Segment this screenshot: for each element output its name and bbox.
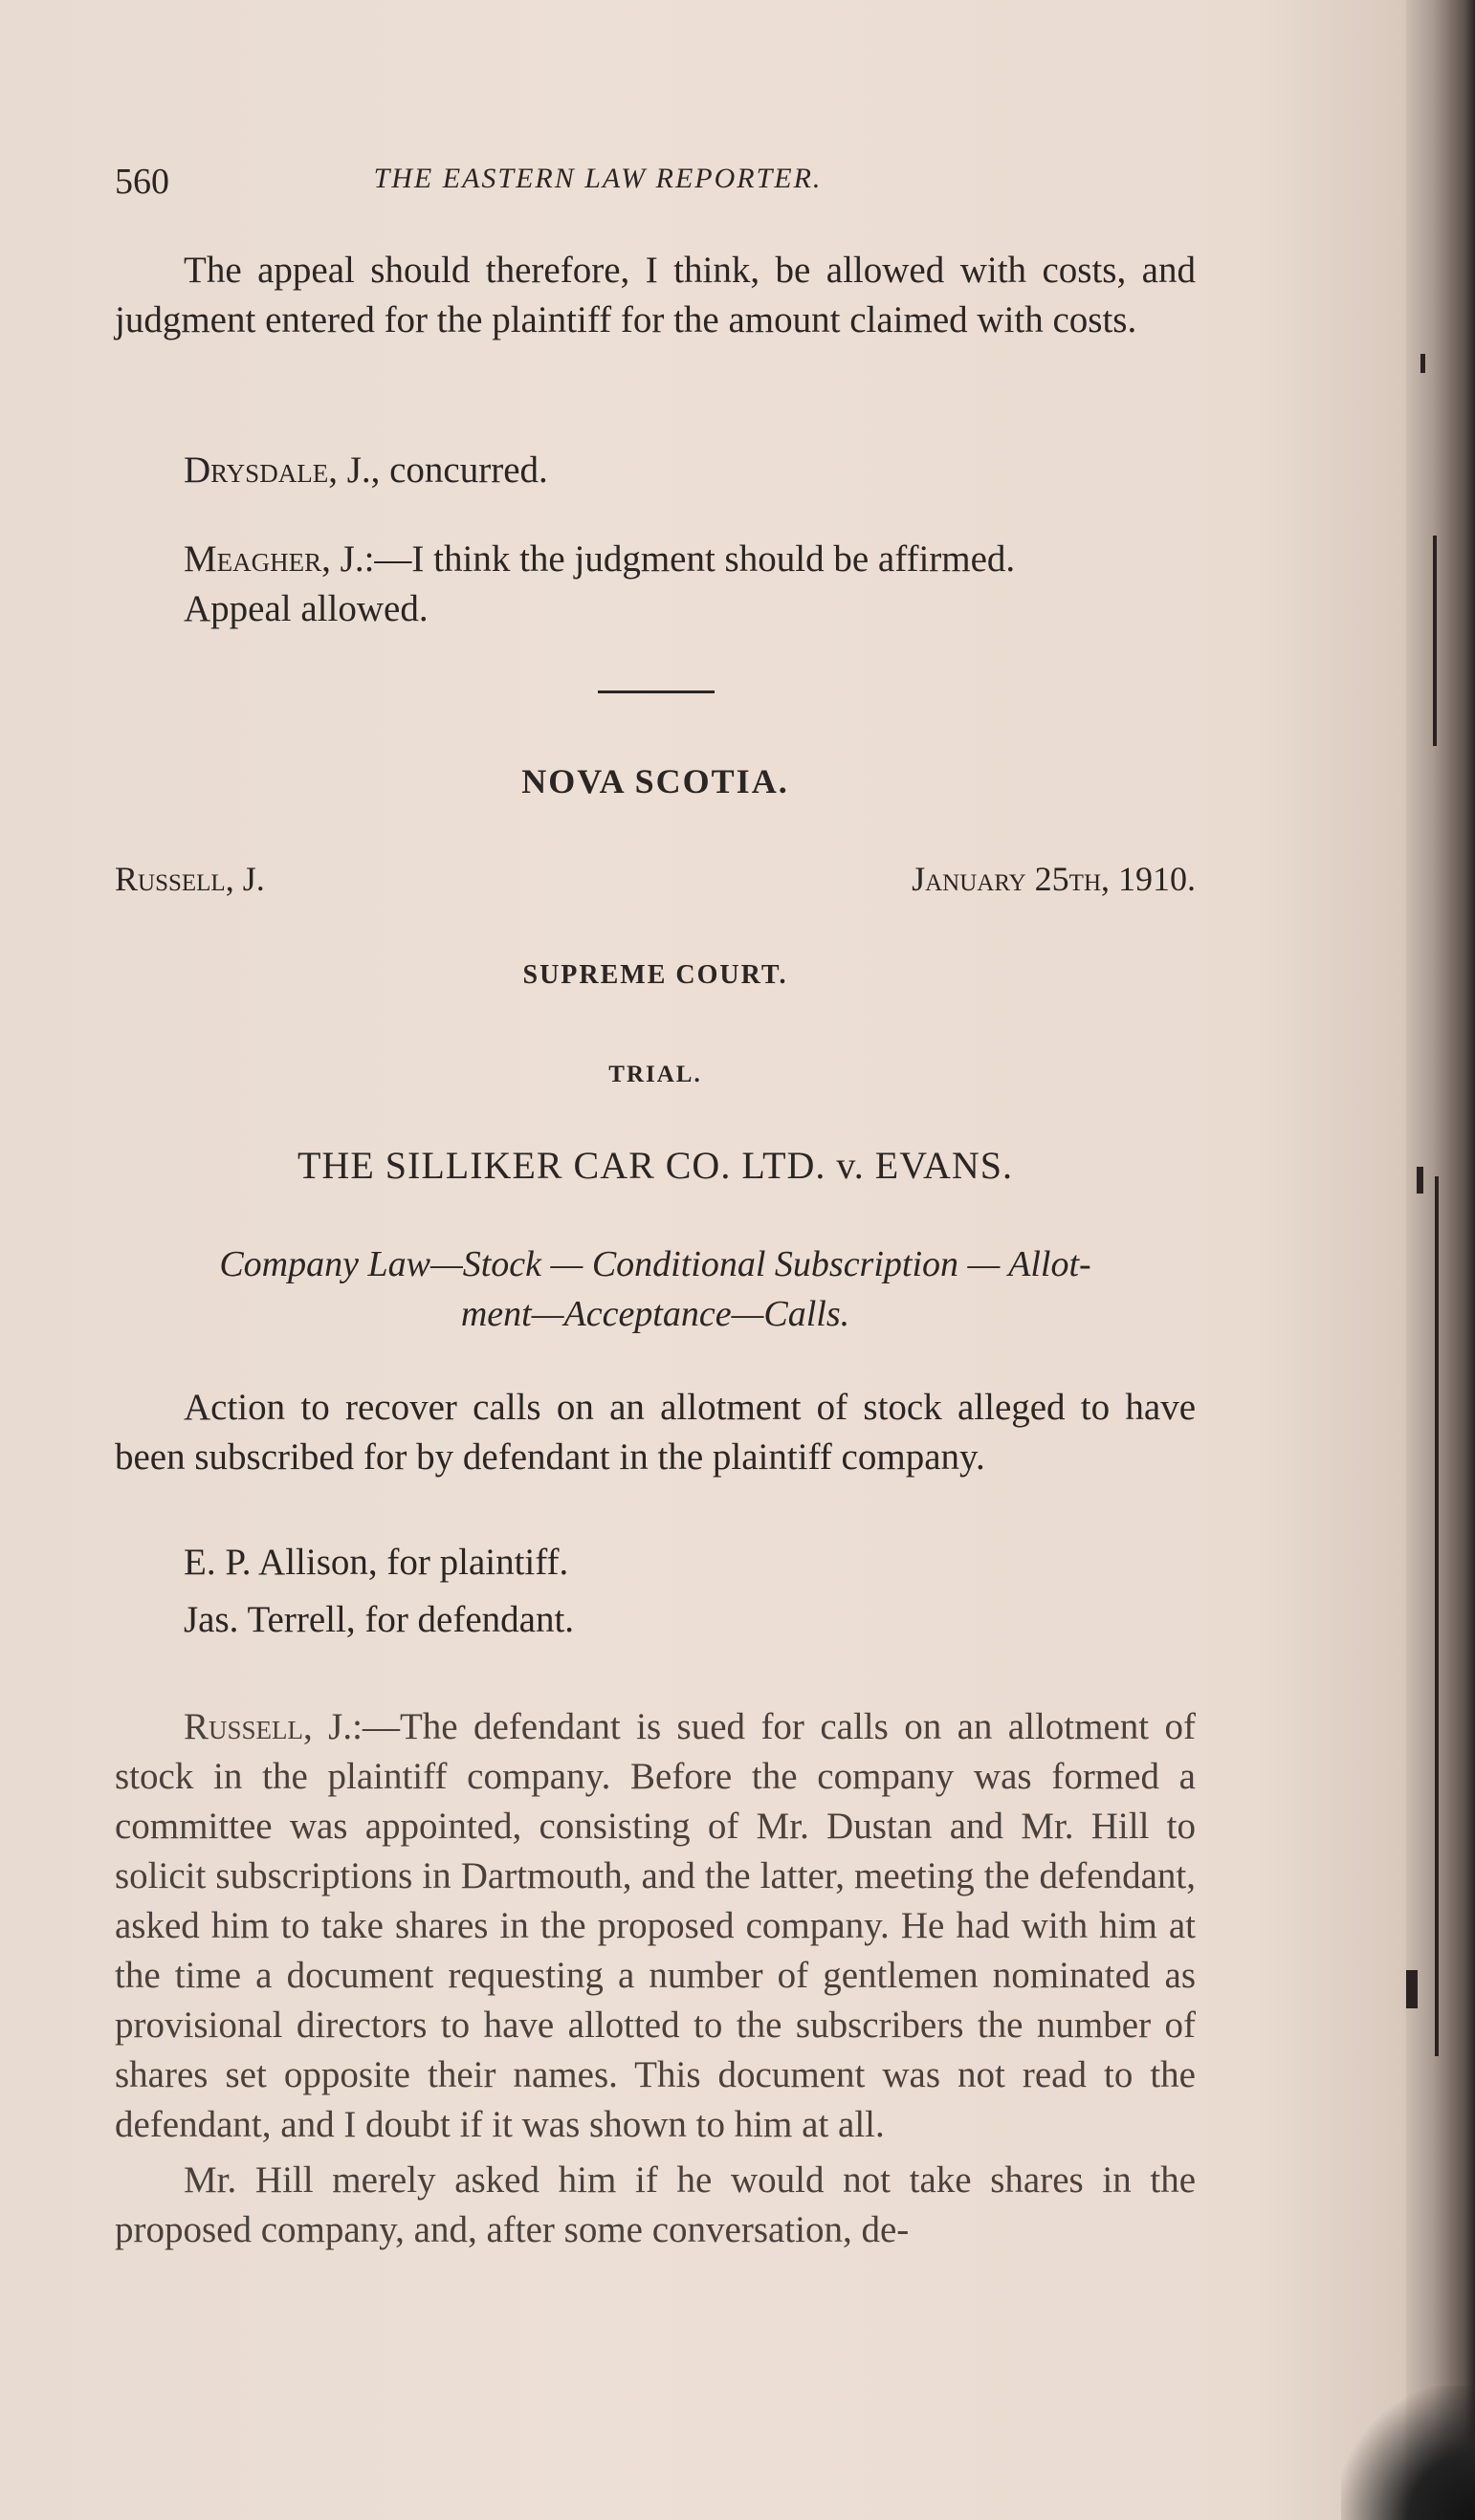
decision-date xyxy=(912,859,1196,899)
summary-paragraph: Action to recover calls on an allotment of stock alleged to have been subscribed for by defendant in the plaintiff company. xyxy=(115,1387,1196,1478)
judgment-paragraph-1 xyxy=(115,1702,1196,2150)
meagher-paragraph xyxy=(115,535,1196,584)
page-edge-mark xyxy=(1435,1176,1439,2056)
meagher-opinion xyxy=(115,535,1196,634)
page-edge-mark xyxy=(1420,354,1425,373)
counsel-plaintiff: E. P. Allison, for plaintiff. xyxy=(184,1542,569,1583)
page-edge-mark xyxy=(1433,536,1437,746)
judgment-judge-name: Russell xyxy=(184,1706,304,1747)
book-gutter xyxy=(1406,0,1475,2520)
counsel-list xyxy=(115,1538,1196,1645)
page-edge-mark xyxy=(1417,1167,1423,1194)
headnote-line: ment—Acceptance—Calls. xyxy=(460,1294,850,1334)
date-month: January 25th xyxy=(912,860,1101,898)
counsel-defendant: Jas. Terrell, for defendant. xyxy=(184,1599,575,1640)
running-head: THE EASTERN LAW REPORTER. xyxy=(373,163,823,194)
opening-section xyxy=(115,246,1196,345)
meagher-text: , J.:—I think the judgment should be affirmed. xyxy=(321,538,1016,580)
province-heading: NOVA SCOTIA. xyxy=(521,762,789,800)
case-summary xyxy=(115,1383,1196,1482)
opening-paragraph: The appeal should therefore, I think, be allowed with costs, and judgment entered for the plaintiff for the amount claimed with costs. xyxy=(115,250,1196,340)
corner-shadow xyxy=(1341,2386,1475,2520)
judge-suffix: , J. xyxy=(225,860,265,898)
judge-line xyxy=(115,859,265,899)
judgment-body xyxy=(115,1702,1196,2255)
judgment-paragraph-1-text: , J.:—The defendant is sued for calls on an allotment of stock in the plaintiff company. Before the company was formed a committee was appointed, consisting of Mr. Dustan and Mr. Hill to solicit subscriptions in Dartmouth, and the latter, meeting the defendant, asked him to take shares in the proposed company. He had with him at the time a document requesting a number of gentlemen nominated as provisional directors to have allotted to the subscribers the number of shares set opposite their names. This document was not read to the defendant, and I doubt if it was shown to him at all. xyxy=(115,1706,1196,2145)
page-header xyxy=(115,161,1196,218)
appeal-result: Appeal allowed. xyxy=(184,588,429,629)
judgment-paragraph-2: Mr. Hill merely asked him if he would not take shares in the proposed company, and, after some conversation, de- xyxy=(115,2159,1196,2250)
drysdale-name: Drysdale xyxy=(184,449,329,491)
drysdale-concurrence xyxy=(115,446,1196,495)
page-number: 560 xyxy=(115,162,169,202)
headnote xyxy=(115,1239,1196,1339)
judge-name: Russell xyxy=(115,860,226,898)
section-divider xyxy=(598,690,715,693)
drysdale-paragraph xyxy=(115,446,1196,495)
proceeding-heading: TRIAL. xyxy=(608,1062,702,1087)
headnote-line: Company Law—Stock — Conditional Subscription — Allot- xyxy=(219,1244,1091,1284)
page-edge-mark xyxy=(1406,1970,1418,2008)
date-year: , 1910. xyxy=(1101,860,1196,898)
meagher-name: Meagher xyxy=(184,538,322,580)
case-title: THE SILLIKER CAR CO. LTD. v. EVANS. xyxy=(297,1144,1013,1187)
court-heading: SUPREME COURT. xyxy=(522,960,788,990)
drysdale-text: , J., concurred. xyxy=(328,449,548,491)
